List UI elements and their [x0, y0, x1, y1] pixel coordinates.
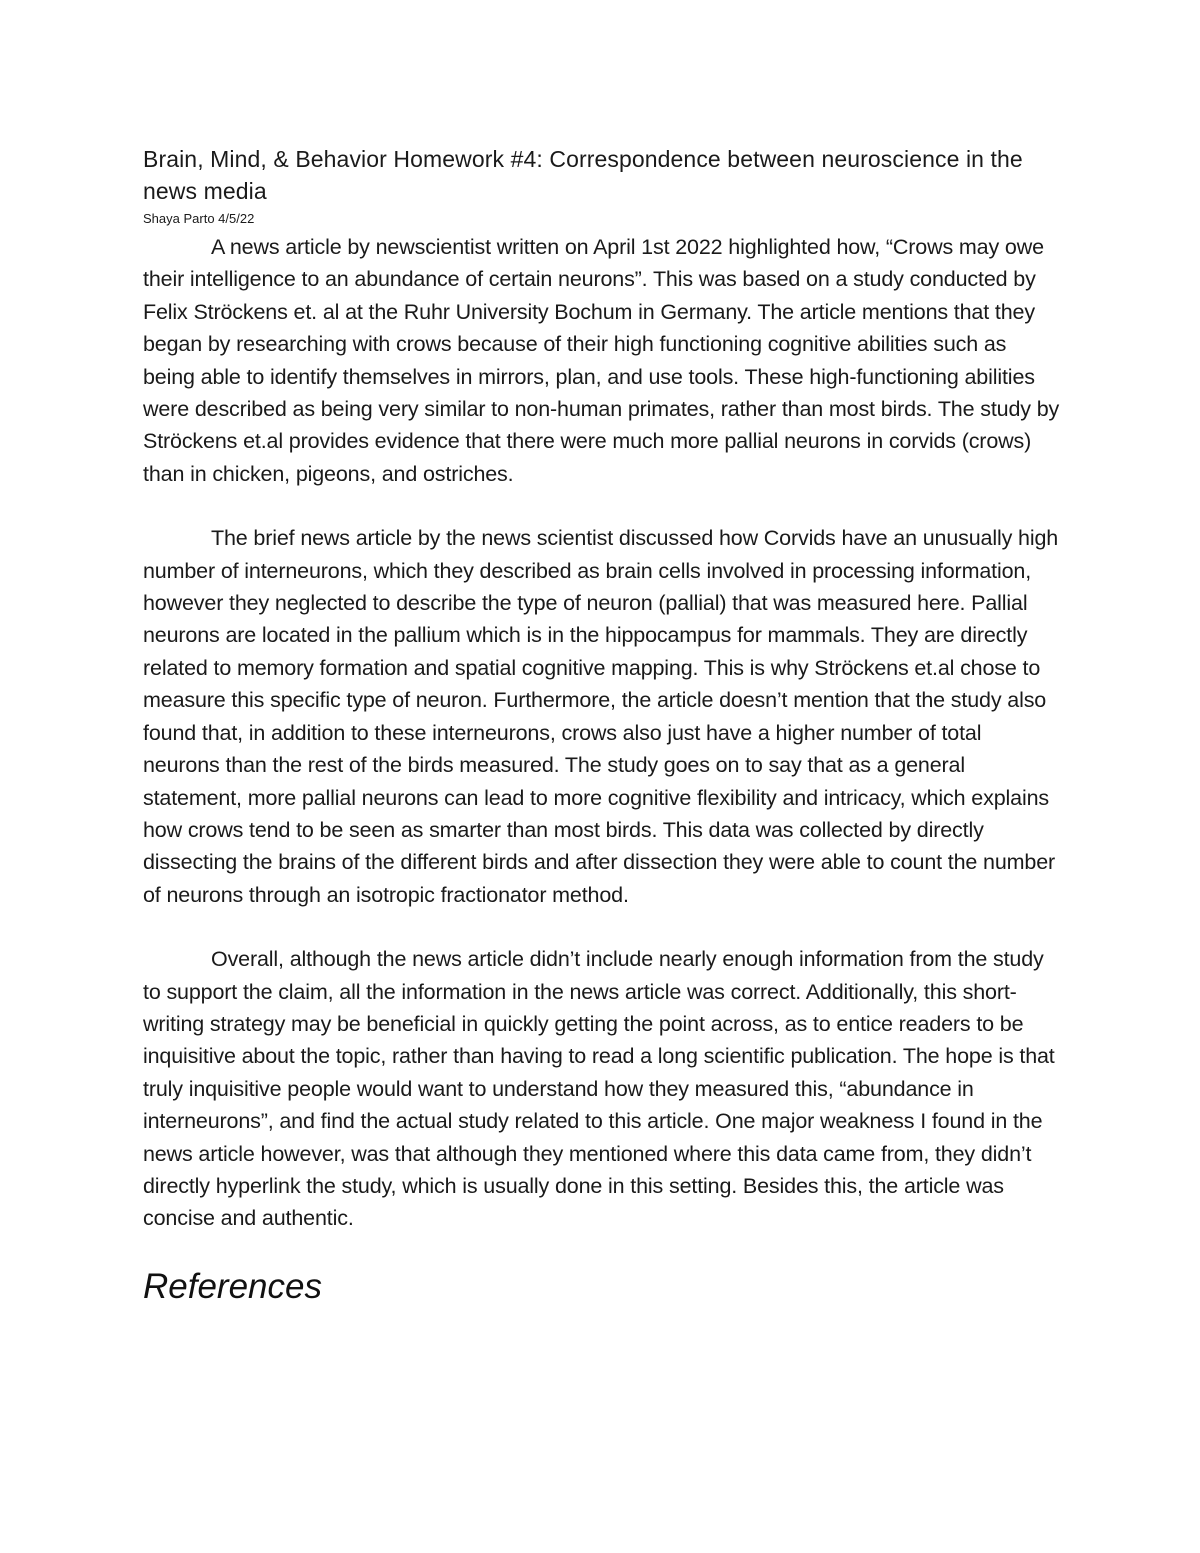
references-heading: References: [143, 1266, 322, 1306]
paragraph-spacer: [143, 911, 1063, 943]
paragraph-1: A news article by newscientist written on April 1st 2022 highlighted how, “Crows may owe their intelligence to an abundance of certain neurons”. This was based on a study conducted by Felix Ströckens et. al at the Ruhr University Bochum in Germany. The article mentions that they began by researching with crows because of their high functioning cognitive abilities such as being able to identify themselves in mirrors, plan, and use tools. These high-functioning abilities were described as being very similar to non-human primates, rather than most birds. The study by Ströckens et.al provides evidence that there were much more pallial neurons in corvids (crows) than in chicken, pigeons, and ostriches.: [143, 235, 1060, 486]
document-body: [143, 143, 1063, 1309]
author-date-line: Shaya Parto 4/5/22: [143, 211, 255, 226]
paragraph-spacer: [143, 490, 1063, 522]
paragraph-2: The brief news article by the news scientist discussed how Corvids have an unusually high number of interneurons, which they described as brain cells involved in processing information, however they neglected to describe the type of neuron (pallial) that was measured here. Pallial neurons are located in the pallium which is in the hippocampus for mammals. They are directly related to memory formation and spatial cognitive mapping. This is why Ströckens et.al chose to measure this specific type of neuron. Furthermore, the article doesn’t mention that the study also found that, in addition to these interneurons, crows also just have a higher number of total neurons than the rest of the birds measured. The study goes on to say that as a general statement, more pallial neurons can lead to more cognitive flexibility and intricacy, which explains how crows tend to be seen as smarter than most birds. This data was collected by directly dissecting the brains of the different birds and after dissection they were able to count the number of neurons through an isotropic fractionator method.: [143, 526, 1059, 907]
paragraph-3: Overall, although the news article didn’t include nearly enough information from the study to support the claim, all the information in the news article was correct. Additionally, this short-writing strategy may be beneficial in quickly getting the point across, as to entice readers to be inquisitive about the topic, rather than having to read a long scientific publication. The hope is that truly inquisitive people would want to understand how they measured this, “abundance in interneurons”, and find the actual study related to this article. One major weakness I found in the news article however, was that although they mentioned where this data came from, they didn’t directly hyperlink the study, which is usually done in this setting. Besides this, the article was concise and authentic.: [143, 947, 1055, 1231]
page-title: Brain, Mind, & Behavior Homework #4: Correspondence between neuroscience in the news media: [143, 146, 1023, 204]
